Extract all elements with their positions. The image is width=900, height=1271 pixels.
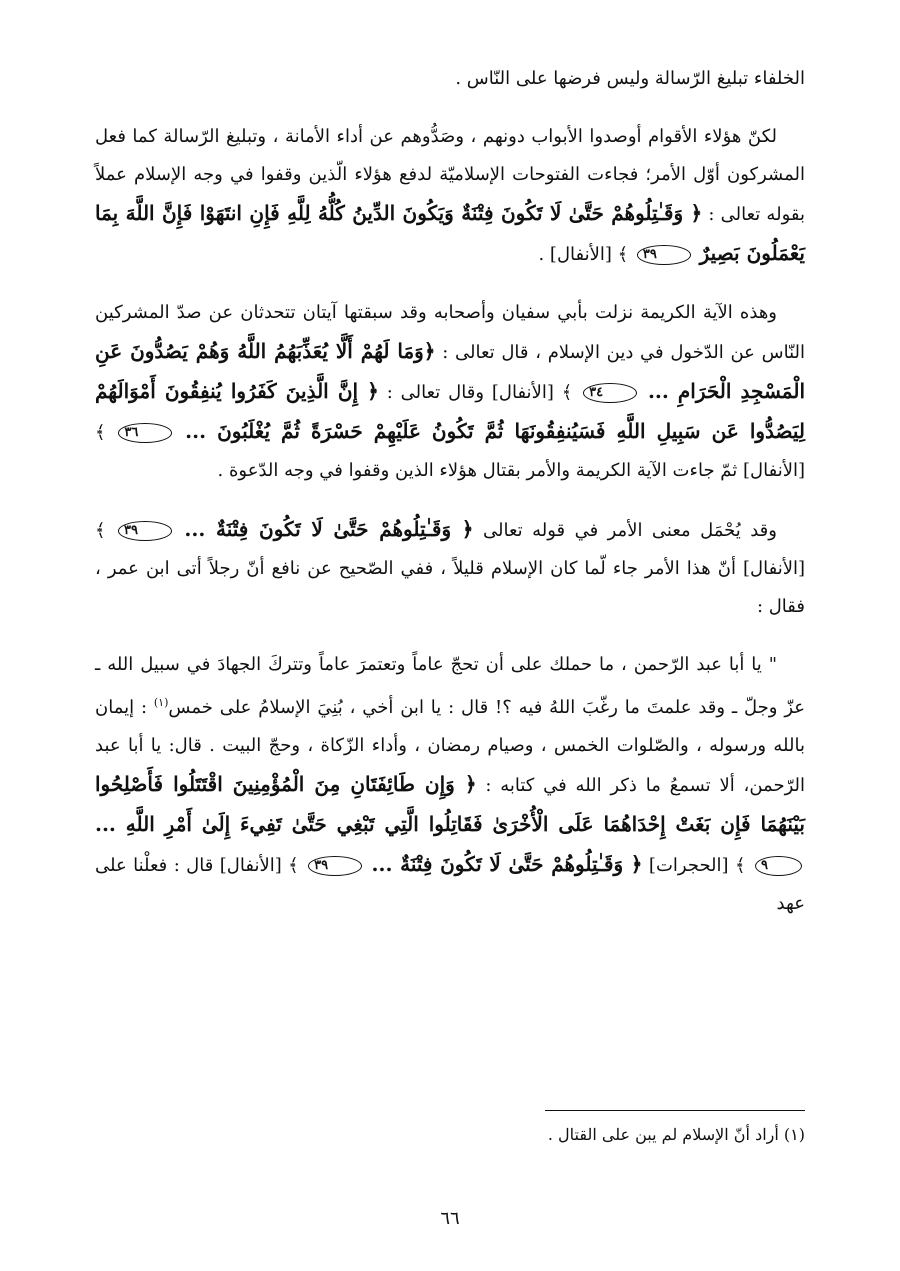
paragraph-4 — [95, 510, 805, 626]
footnote: (١) أراد أنّ الإسلام لم يبن على القتال . — [547, 1125, 805, 1144]
quran-verse: ﴿ وَقَـٰتِلُوهُمْ حَتَّىٰ لَا تَكُونَ فِتْنَةٌ وَيَكُونَ الدِّينُ كُلُّهُ لِلَّهِ فَإِنِ انتَهَوْا فَإِنَّ اللَّهَ بِمَا يَعْمَلُونَ بَصِيرٌ — [95, 201, 805, 265]
paragraph-text: ﴾ [الأنفال] ثمّ جاءت الآية الكريمة والأمر بقتال هؤلاء الذين وقفوا في وجه الدّعوة . — [95, 422, 805, 481]
paragraph-text: وهذه الآية الكريمة نزلت بأبي سفيان وأصحابه وقد سبقتها آيتان تتحدثان عن صدّ المشركين النّاس عن الدّخول في دين الإسلام ، قال تعالى : — [95, 302, 805, 363]
surah-reference: ﴾ [الأنفال] . — [538, 244, 629, 265]
surah-reference: ﴾ [الحجرات] — [648, 855, 746, 876]
paragraph-3 — [95, 294, 805, 490]
paragraph-text: الخلفاء تبليغ الرّسالة وليس فرضها على النّاس . — [455, 68, 805, 89]
paragraph-text: لكنّ هؤلاء الأقوام أوصدوا الأبواب دونهم ، وصَدُّوهم عن أداء الأمانة ، وتبليغ الرّسالة كما فعل المشركون أوّل الأمر؛ فجاءت الفتوحات الإسلاميّة لدفع هؤلاء الّذين وقفوا في وجه الإسلام عملاً بقوله تعالى : — [95, 126, 805, 225]
ayah-number: ٣٩ — [308, 856, 362, 876]
paragraph-2 — [95, 118, 805, 274]
quran-verse: ﴿ وَقَـٰتِلُوهُمْ حَتَّىٰ لَا تَكُونَ فِتْنَةٌ ... — [184, 517, 474, 541]
footnote-reference[interactable]: (١) — [153, 696, 169, 709]
ayah-number: ٣٦ — [118, 423, 172, 443]
surah-reference: ﴾ [الأنفال] وقال تعالى : — [386, 382, 573, 403]
paragraph-text: : إيمان بالله ورسوله ، والصّلوات الخمس ، وصيام رمضان ، وأداء الزّكاة ، وحجّ البيت . قال: يا أبا عبد الرّحمن، ألا تسمعُ ما ذكر الله في كتابه : — [95, 697, 805, 796]
paragraph-text: وقد يُحْمَل معنى الأمر في قوله تعالى — [482, 520, 777, 541]
paragraph-1 — [95, 60, 805, 98]
ayah-number: ٣٩ — [118, 521, 172, 541]
ayah-number: ٣٩ — [637, 245, 691, 265]
ayah-number: ٩ — [755, 856, 802, 876]
ayah-number: ٣٤ — [583, 383, 637, 403]
paragraph-text: ﴾ [الأنفال] أنّ هذا الأمر جاء لّما كان الإسلام قليلاً ، ففي الصّحيح عن نافع أنّ رجلاً أتى ابن عمر ، فقال : — [95, 520, 805, 617]
paragraph-text: " يا أبا عبد الرّحمن ، ما حملك على أن تحجّ عاماً وتعتمرَ عاماً وتتركَ الجهادَ في سبيل الله ـ عزّ وجلّ ـ وقد علمتَ ما رغّبَ اللهُ فيه ؟! قال : يا ابن أخي ، بُنِيَ الإسلامُ على خمس — [95, 654, 805, 718]
paragraph-5 — [95, 646, 805, 923]
paragraph-text: ﴾ [الأنفال] قال : فعلْنا على عهد — [95, 855, 805, 914]
page-number: ٦٦ — [440, 1208, 460, 1229]
footnote-divider — [545, 1110, 805, 1111]
quran-verse: ﴿وَمَا لَهُمْ أَلَّا يُعَذِّبَهُمُ اللَّهُ وَهُمْ يَصُدُّونَ عَنِ الْمَسْجِدِ الْحَرَامِ ... — [95, 339, 805, 403]
quran-verse: ﴿ وَإِن طَائِفَتَانِ مِنَ الْمُؤْمِنِينَ اقْتَتَلُوا فَأَصْلِحُوا بَيْنَهُمَا فَإِن بَغَتْ إِحْدَاهُمَا عَلَى الْأُخْرَىٰ فَقَاتِلُوا الَّتِي تَبْغِي حَتَّىٰ تَفِيءَ إِلَىٰ أَمْرِ اللَّهِ ... — [95, 772, 805, 836]
quran-verse: ﴿ إِنَّ الَّذِينَ كَفَرُوا يُنفِقُونَ أَمْوَالَهُمْ لِيَصُدُّوا عَن سَبِيلِ اللَّهِ فَسَيُنفِقُونَهَا ثُمَّ تَكُونُ عَلَيْهِمْ حَسْرَةً ثُمَّ يُغْلَبُونَ ... — [95, 379, 806, 443]
page-body — [95, 60, 805, 923]
quran-verse: ﴿ وَقَـٰتِلُوهُمْ حَتَّىٰ لَا تَكُونَ فِتْنَةٌ ... — [371, 852, 643, 876]
